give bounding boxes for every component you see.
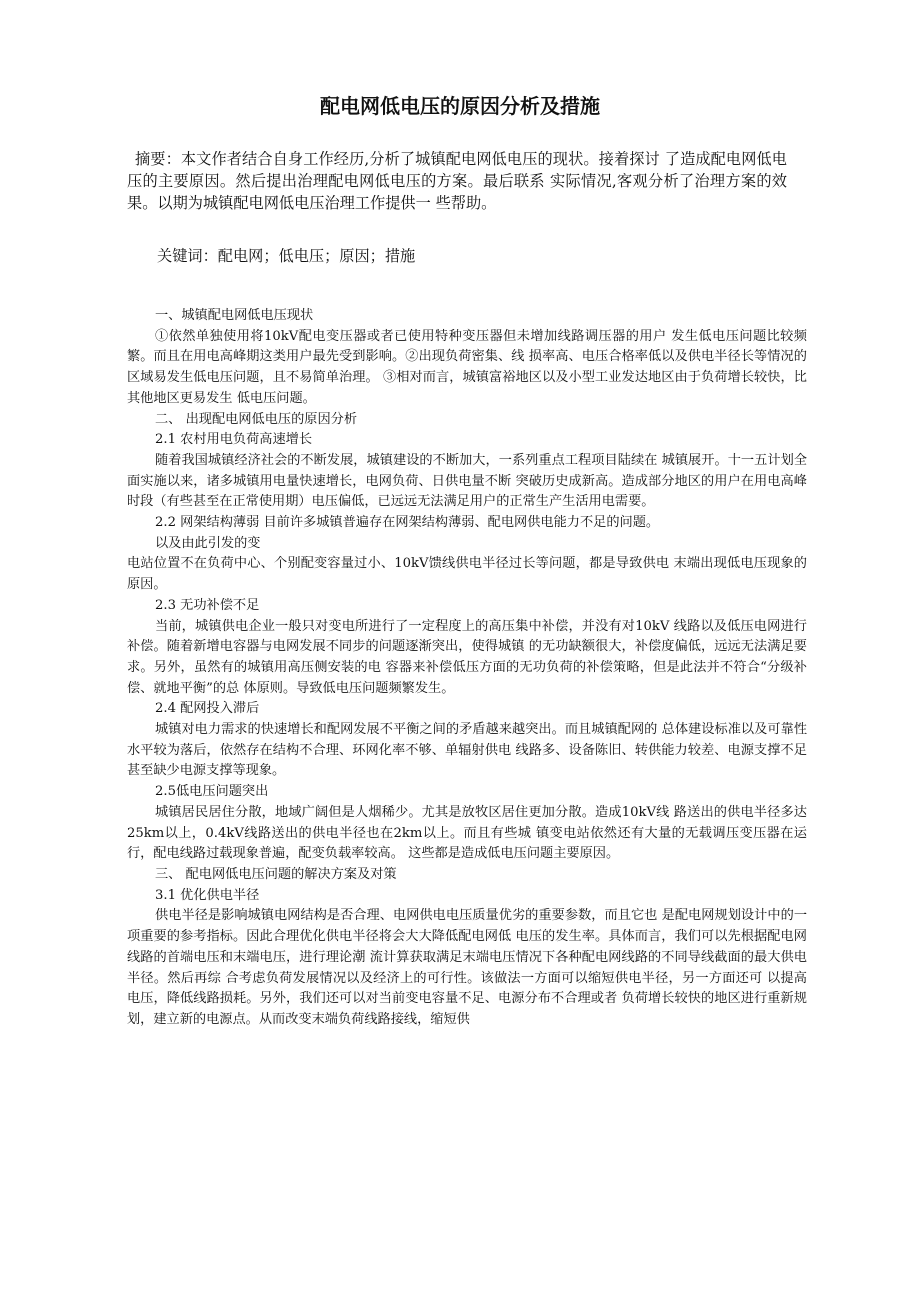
subsection-heading: 3.1 优化供电半径 [155,887,260,903]
subsection-heading: 2.5低电压问题突出 [155,784,269,800]
paragraph: 城镇居民居住分散，地域广阔但是人烟稀少。尤其是放牧区居住更加分散。造成10kV线 路送出的供电半径多达25km以上，0.4kV线路送出的供电半径也在2km以上。而且有些城 镇变电站依然还有大量的无载调压变压器在运行，配电线路过载现象普遍，配变负载率较高。 这些都是造成低电压问题主要原因。 [127,804,807,862]
section-heading: 二、 出现配电网低电压的原因分析 [155,411,358,427]
section-heading: 三、 配电网低电压问题的解决方案及对策 [155,866,397,882]
subsection-heading: 2.2 网架结构薄弱 目前许多城镇普遍存在网架结构薄弱、配电网供电能力不足的问题。 [155,515,660,531]
paragraph: 电站位置不在负荷中心、个别配变容量过小、10kV馈线供电半径过长等问题，都是导致供电 末端出现低电压现象的原因。 [127,556,807,593]
paragraph: ①依然单独使用将10kV配电变压器或者已使用特种变压器但未增加线路调压器的用户 发生低电压问题比较频繁。而且在用电高峰期这类用户最先受到影响。②出现负荷密集、线 损率高、电压合格率低以及供电半径长等情况的区域易发生低电压问题，且不易简单治理。 ③相对而言，城镇富裕地区以及小型工业发达地区由于负荷增长较快，比其他地区更易发生 低电压问题。 [127,328,807,406]
body-text [127,306,807,1031]
subsection-heading: 2.1 农村用电负荷高速增长 [155,432,313,448]
abstract-paragraph: 摘要：本文作者结合自身工作经历,分析了城镇配电网低电压的现状。接着探讨 了造成配电网低电压的主要原因。然后提出治理配电网低电压的方案。最后联系 实际情况,客观分析了治理方案的效果。以期为城镇配电网低电压治理工作提供一 些帮助。 [127,150,787,212]
paragraph-lead: 以及由此引发的变 [155,535,261,551]
keywords-line: 关键词：配电网；低电压；原因；措施 [157,247,416,265]
document-title: 配电网低电压的原因分析及措施 [320,94,600,118]
paragraph: 供电半径是影响城镇电网结构是否合理、电网供电电压质量优劣的重要参数，而且它也 是配电网规划设计中的一项重要的参考指标。因此合理优化供电半径将会大大降低配电网低 电压的发生率。具体而言，我们可以先根据配电网线路的首端电压和末端电压，进行理论潮 流计算获取满足末端电压情况下各种配电网线路的不同导线截面的最大供电半径。然后再综 合考虑负荷发展情况以及经济上的可行性。该做法一方面可以缩短供电半径，另一方面还可 以提高电压，降低线路损耗。另外，我们还可以对当前变电容量不足、电源分布不合理或者 负荷增长较快的地区进行重新规划，建立新的电源点。从而改变末端负荷线路接线，缩短供 [127,908,807,1027]
subsection-heading: 2.3 无功补偿不足 [155,597,260,613]
section-heading: 一、城镇配电网低电压现状 [155,308,314,323]
paragraph: 随着我国城镇经济社会的不断发展，城镇建设的不断加大，一系列重点工程项目陆续在 城镇展开。十一五计划全面实施以来，诸多城镇用电量快速增长，电网负荷、日供电量不断 突破历史成新高。造成部分地区的用户在用电高峰时段（有些甚至在正常使用期）电压偏低，已远远无法满足用户的正常生产生活用电需要。 [127,452,807,510]
subsection-heading: 2.4 配网投入滞后 [155,701,260,717]
paragraph: 当前，城镇供电企业一般只对变电所进行了一定程度上的高压集中补偿，并没有对10kV 线路以及低压电网进行补偿。随着新增电容器与电网发展不同步的问题逐渐突出，使得城镇 的无功缺额很大，补偿度偏低，远远无法满足要求。另外，虽然有的城镇用高压侧安装的电 容器来补偿低压方面的无功负荷的补偿策略，但是此法并不符合“分级补偿、就地平衡”的总 体原则。导致低电压问题频繁发生。 [127,618,807,696]
paragraph: 城镇对电力需求的快速增长和配网发展不平衡之间的矛盾越来越突出。而且城镇配网的 总体建设标准以及可靠性水平较为落后，依然存在结构不合理、环网化率不够、单辐射供电 线路多、设备陈旧、转供能力较差、电源支撑不足甚至缺少电源支撑等现象。 [127,722,807,779]
